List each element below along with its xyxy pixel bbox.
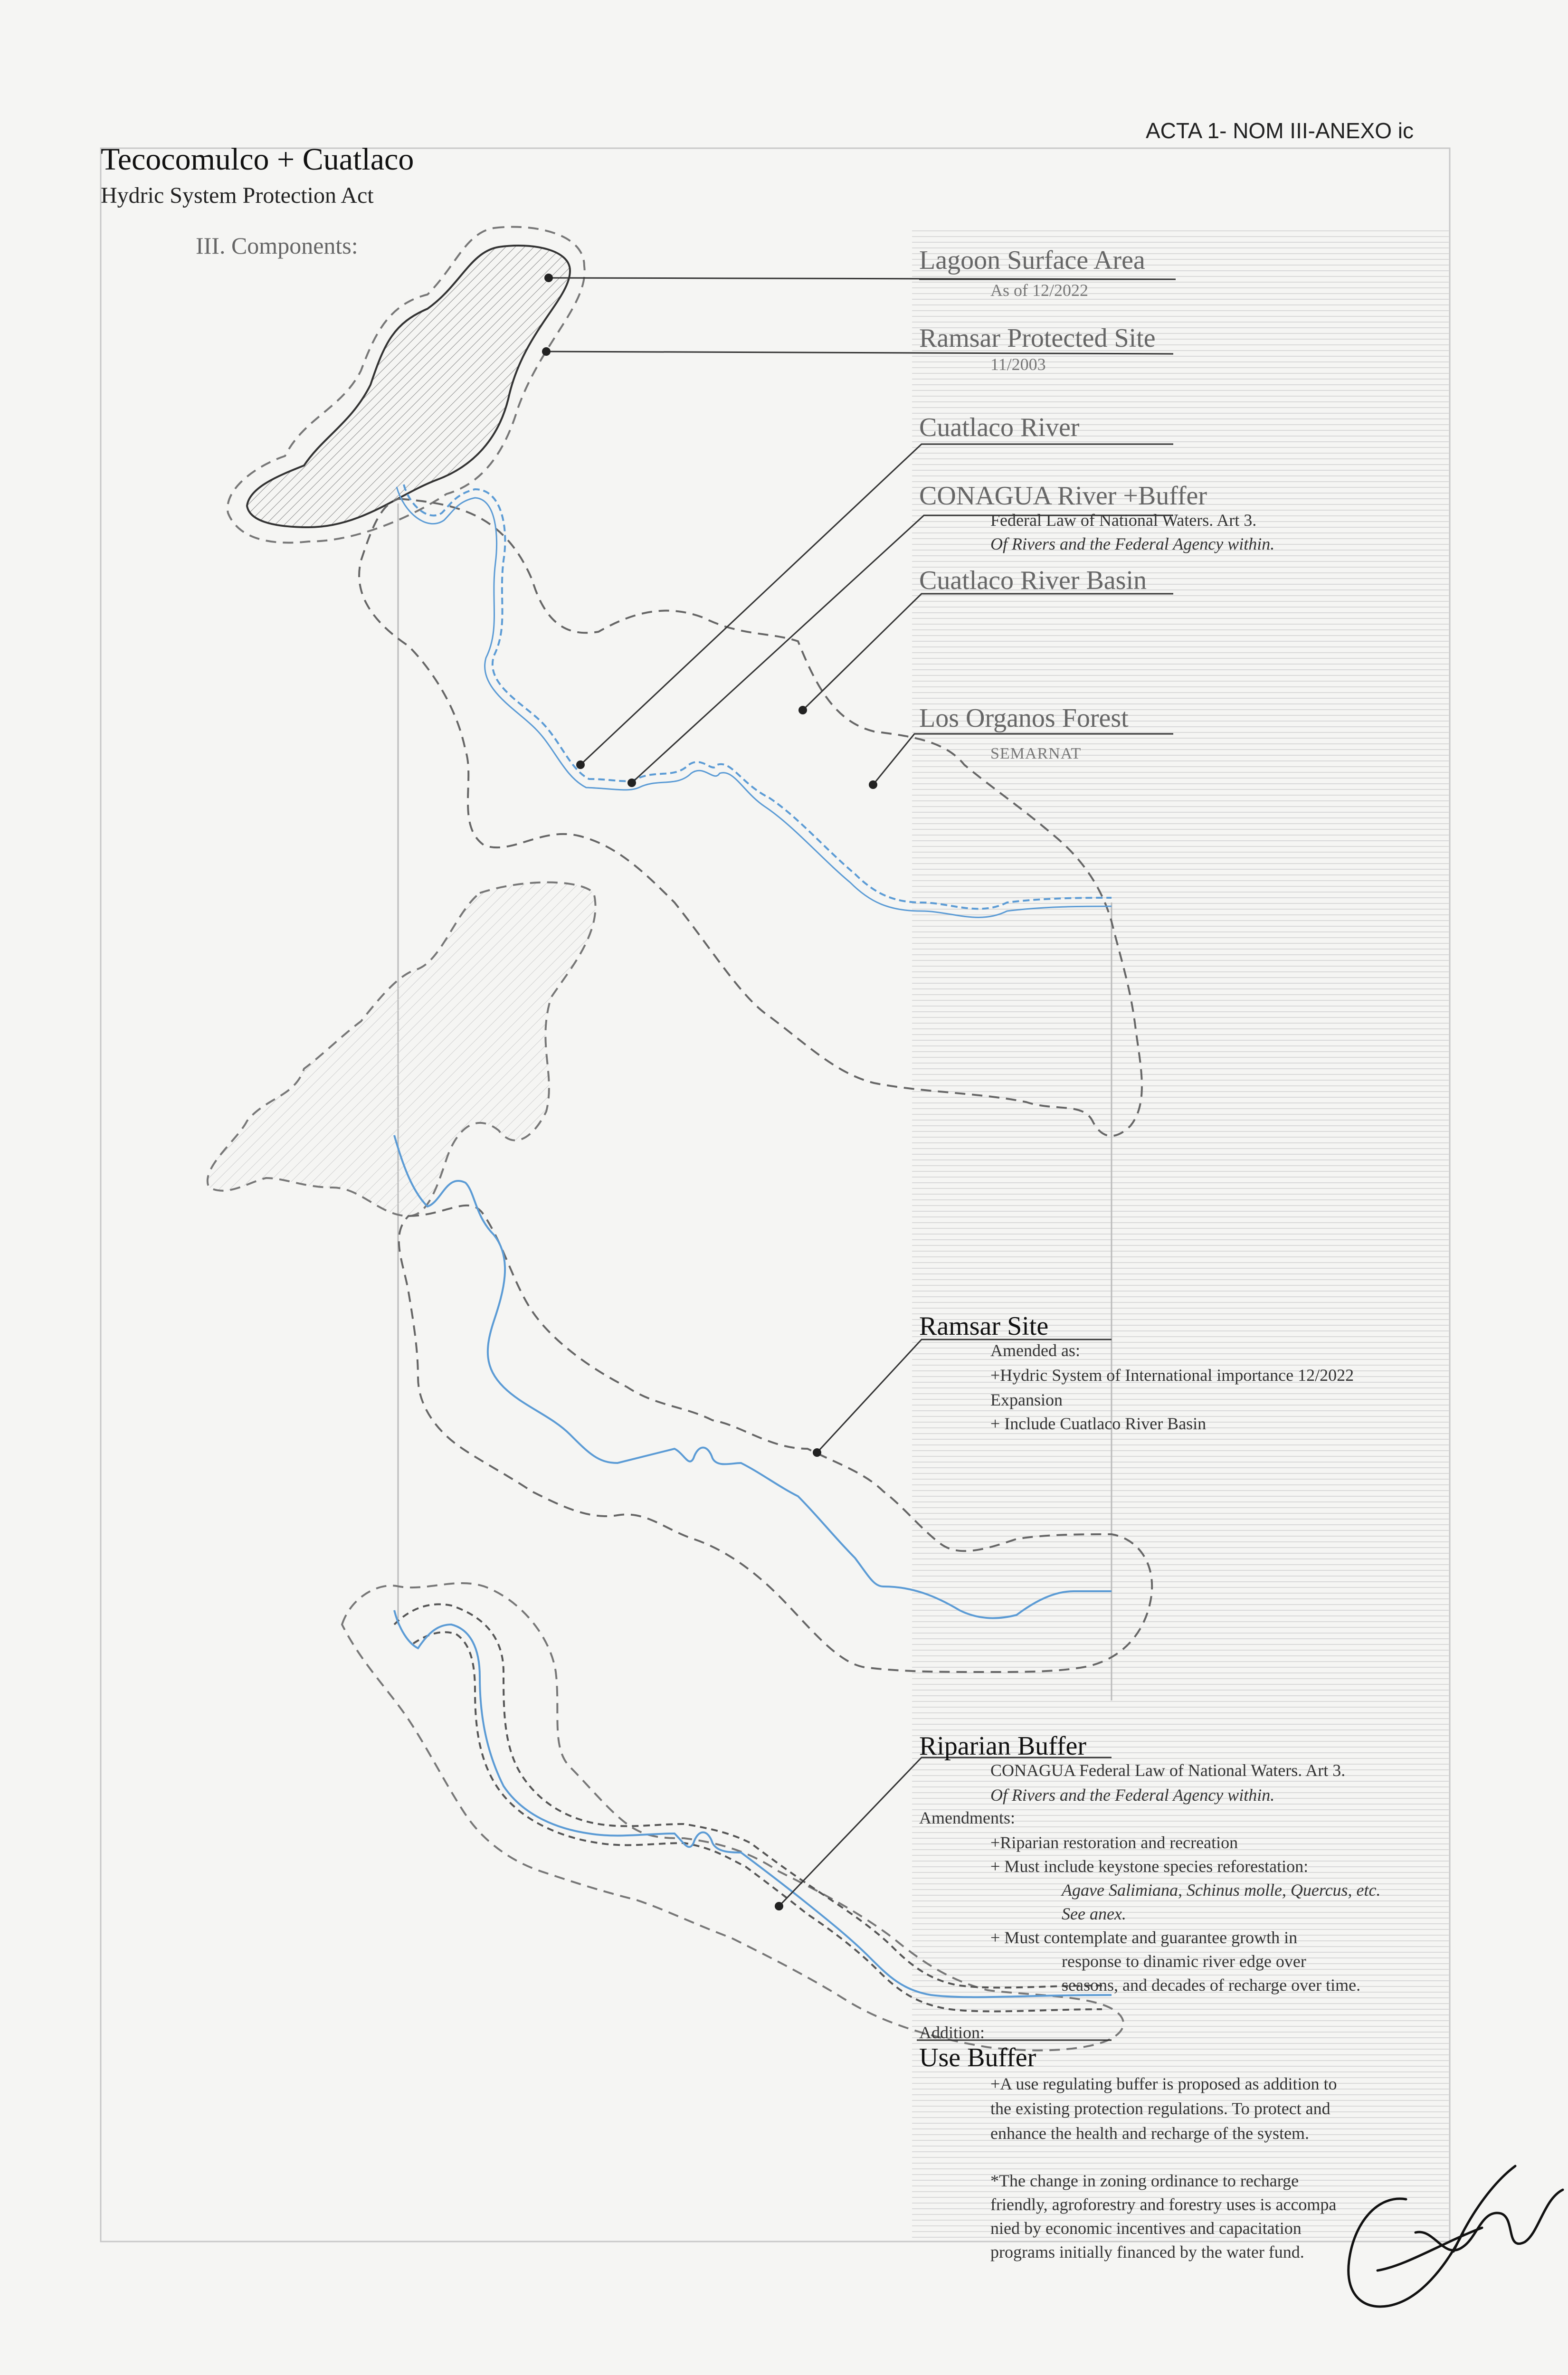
riparian-law: CONAGUA Federal Law of National Waters. Art 3. xyxy=(990,1761,1346,1780)
riparian-item-2: + Must include keystone species reforestation: xyxy=(990,1857,1309,1876)
ramsar-line-1: Amended as: xyxy=(990,1341,1080,1360)
addition-label: Addition: xyxy=(919,2023,985,2042)
riparian-species: Agave Salimiana, Schinus molle, Quercus, etc. xyxy=(1062,1881,1381,1900)
use-buffer-line-3: enhance the health and recharge of the system. xyxy=(990,2124,1310,2143)
riparian-item-3c: seasons, and decades of recharge over time. xyxy=(1062,1976,1361,1995)
label-lagoon-surface: Lagoon Surface Area xyxy=(919,246,1145,275)
label-riparian-buffer: Riparian Buffer xyxy=(919,1731,1086,1761)
riparian-see-anex: See anex. xyxy=(1062,1904,1126,1923)
zoning-note-line-2: friendly, agroforestry and forestry uses is accompa xyxy=(990,2195,1337,2214)
ramsar-protected-date: 11/2003 xyxy=(990,355,1046,374)
ramsar-line-3: Expansion xyxy=(990,1390,1063,1409)
label-river-basin: Cuatlaco River Basin xyxy=(919,566,1147,595)
lagoon-surface xyxy=(247,246,570,527)
label-ramsar-protected: Ramsar Protected Site xyxy=(919,323,1156,353)
ramsar-line-4: + Include Cuatlaco River Basin xyxy=(990,1414,1207,1433)
label-forest: Los Organos Forest xyxy=(919,703,1129,733)
label-use-buffer: Use Buffer xyxy=(919,2043,1036,2072)
amendments-heading: Amendments: xyxy=(919,1808,1015,1827)
page-subtitle: Hydric System Protection Act xyxy=(101,183,374,208)
lagoon-date: As of 12/2022 xyxy=(990,281,1088,300)
hatched-catchment xyxy=(208,883,596,1216)
zoning-note-line-4: programs initially financed by the water fund. xyxy=(990,2242,1304,2261)
riparian-item-1: +Riparian restoration and recreation xyxy=(990,1833,1238,1852)
forest-agency: SEMARNAT xyxy=(990,745,1082,762)
conagua-law-note: Of Rivers and the Federal Agency within. xyxy=(990,534,1275,553)
zoning-note-line-3: nied by economic incentives and capacitation xyxy=(990,2219,1302,2238)
label-cuatlaco-river: Cuatlaco River xyxy=(919,413,1080,442)
ramsar-line-2: +Hydric System of International importance 12/2022 xyxy=(990,1366,1354,1385)
label-conagua-buffer: CONAGUA River +Buffer xyxy=(919,481,1207,511)
riparian-item-3b: response to dinamic river edge over xyxy=(1062,1952,1306,1971)
document-code: ACTA 1- NOM III-ANEXO ic xyxy=(1146,118,1414,143)
page-title: Tecocomulco + Cuatlaco xyxy=(101,142,414,177)
riparian-item-3a: + Must contemplate and guarantee growth in xyxy=(990,1928,1298,1947)
section-heading: III. Components: xyxy=(196,232,358,259)
label-ramsar-site: Ramsar Site xyxy=(919,1311,1049,1341)
use-buffer-line-2: the existing protection regulations. To protect and xyxy=(990,2099,1330,2118)
zoning-note-line-1: *The change in zoning ordinance to recharge xyxy=(990,2171,1299,2190)
use-buffer-line-1: +A use regulating buffer is proposed as addition to xyxy=(990,2074,1337,2093)
riparian-law-note: Of Rivers and the Federal Agency within. xyxy=(990,1786,1275,1805)
conagua-law: Federal Law of National Waters. Art 3. xyxy=(990,511,1257,530)
